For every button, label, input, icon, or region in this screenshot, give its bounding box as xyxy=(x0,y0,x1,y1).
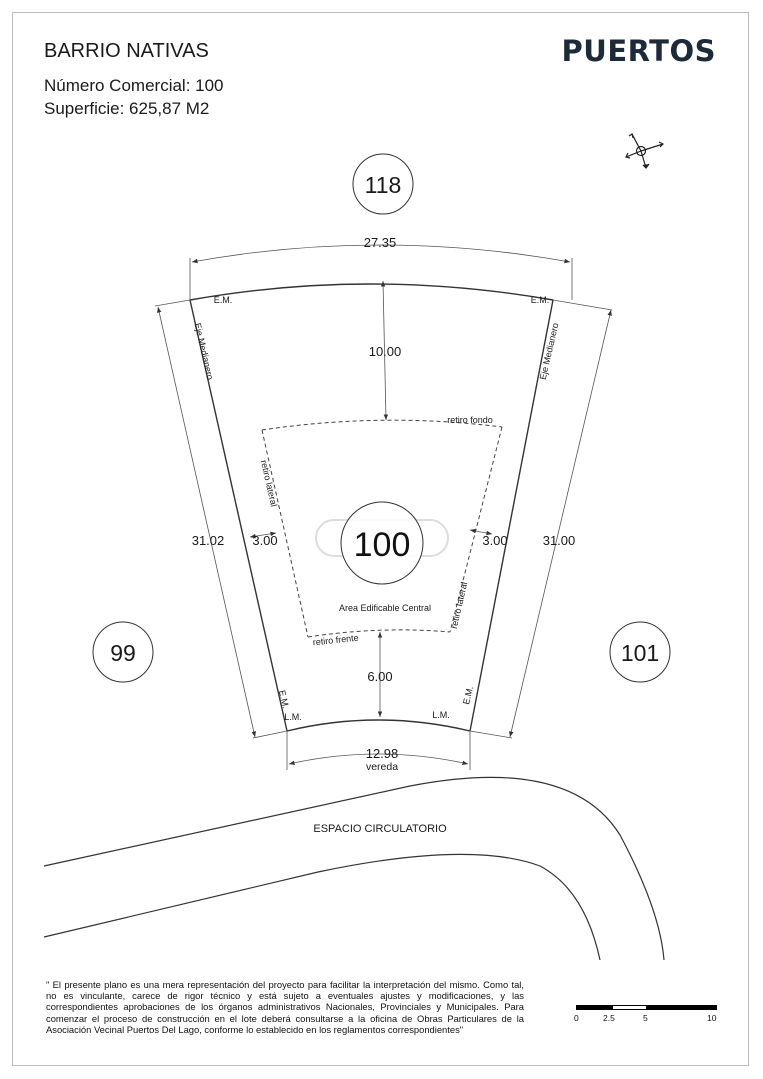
lot-99-label: 99 xyxy=(110,640,136,666)
left-setback-value: 3.00 xyxy=(252,533,278,548)
right-side-value: 31.00 xyxy=(542,533,576,548)
scale-tick-5: 5 xyxy=(643,1013,648,1023)
neighborhood-title: BARRIO NATIVAS xyxy=(44,40,209,62)
vereda-label: vereda xyxy=(365,761,399,773)
street-curves xyxy=(44,777,664,960)
lot-99-marker xyxy=(93,622,153,682)
scale-segment-3 xyxy=(647,1005,717,1010)
scale-bar xyxy=(576,1005,718,1025)
front-setback-value: 6.00 xyxy=(367,669,393,684)
commercial-number: Número Comercial: 100 xyxy=(44,76,224,95)
eje-medianero-left: Eje Medianero xyxy=(192,321,216,381)
right-setback-value: 3.00 xyxy=(482,533,508,548)
em-top-left: E.M. xyxy=(213,295,233,305)
back-width-value: 27.35 xyxy=(363,235,397,250)
lot-118-marker xyxy=(353,154,413,214)
scale-segment-2 xyxy=(612,1005,647,1010)
lot-100-label: 100 xyxy=(353,526,411,564)
lot-118-label: 118 xyxy=(364,172,402,198)
area-edificable-label: Area Edificable Central xyxy=(338,603,432,613)
lot-100-marker xyxy=(341,502,423,584)
em-bottom-left: E.M. xyxy=(276,689,291,710)
disclaimer-text: " El presente plano es una mera representación del proyecto para facilitar la interpretación del mismo. Como tal, no es vinculante, carece de rigor técnico y está sujeto a eventuales ajustes y modificaciones, y las correspondientes aprobaciones de los órganos administrativos Nacionales, Provinciales y Municipales. Para comenzar el proceso de construcción en el lote deberá consultarse a la oficina de Obras Particulares de la Asociación Vecinal Puertos Del Lago, conforme lo establecido en los reglamentos correspondientes" xyxy=(46,979,524,1035)
em-bottom-right: E.M. xyxy=(461,685,476,706)
street-label: ESPACIO CIRCULATORIO xyxy=(313,823,447,835)
em-top-right: E.M. xyxy=(530,295,550,305)
scale-tick-10: 10 xyxy=(707,1013,717,1023)
left-side-value: 31.02 xyxy=(191,533,225,548)
scale-tick-0: 0 xyxy=(574,1013,579,1023)
surface-area: Superficie: 625,87 M2 xyxy=(44,99,210,118)
compass-rose-icon xyxy=(626,134,663,168)
retiro-lateral-left-label: retiro lateral xyxy=(258,459,280,508)
lm-right: L.M. xyxy=(432,710,450,720)
rear-setback-value: 10.00 xyxy=(368,344,402,359)
lot-101-label: 101 xyxy=(620,640,660,666)
retiro-fondo-label: retiro fondo xyxy=(447,415,493,425)
front-width-value: 12.98 xyxy=(365,746,399,761)
retiro-lateral-right-label: retiro lateral xyxy=(448,581,470,630)
lot-101-marker xyxy=(610,622,670,682)
scale-tick-2-5: 2.5 xyxy=(603,1013,615,1023)
lm-left: L.M. xyxy=(284,712,302,722)
scale-segment-1 xyxy=(576,1005,612,1010)
puertos-logo: PUERTOS xyxy=(561,34,716,68)
eje-medianero-right: Eje Medianero xyxy=(537,321,561,381)
retiro-frente-label: retiro frente xyxy=(312,632,360,648)
